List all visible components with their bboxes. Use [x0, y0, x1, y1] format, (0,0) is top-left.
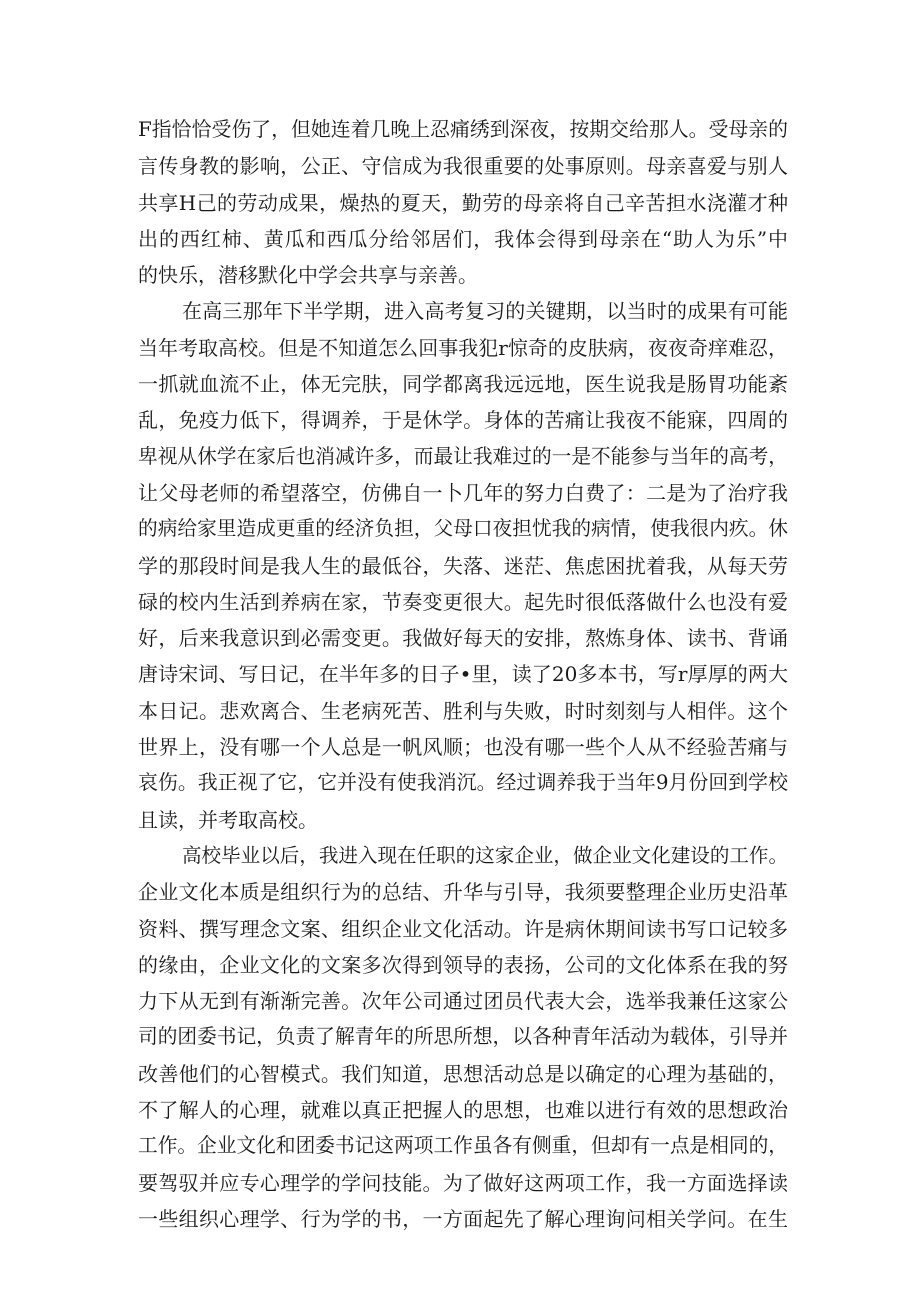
text-line: 的快乐，潜移默化中学会共享与亲善。: [138, 263, 478, 288]
text-line: 共享H己的劳动成果，燥热的夏天，勤劳的母亲将自己辛苦担水浇灌才种: [138, 190, 788, 215]
text-line: 改善他们的心智模式。我们知道，思想活动总是以确定的心理为基础的，: [138, 1061, 788, 1086]
text-line: 卑视从休学在家后也消减许多，而最让我难过的一是不能参与当年的高考，: [138, 444, 788, 468]
paragraph: [138, 293, 788, 837]
paragraph: [138, 838, 788, 1237]
text-line: 哀伤。我正视了它，它并没有使我消沉。经过调养我于当年9月份回到学校: [138, 771, 788, 795]
text-line: 且读，并考取高校。: [138, 807, 318, 832]
text-line: 企业文化本质是组织行为的总结、升华与引导，我须要整理企业历史沿革: [138, 880, 788, 905]
text-line: 在高三那年下半学期，进入高考复习的关键期，以当时的成果有可能: [182, 299, 788, 324]
text-line: 高校毕业以后，我进入现在任职的这家企业，做企业文化建设的工作。: [182, 843, 788, 867]
text-line: 一抓就血流不止，体无完肤，同学都离我远远地，医生说我是肠胃功能紊: [138, 372, 788, 397]
text-line: 出的西红柿、黄瓜和西瓜分给邻居们，我体会得到母亲在“助人为乐”中: [138, 226, 788, 251]
text-line: 好，后来我意识到必需变更。我做好每天的安排，熬炼身体、读书、背诵: [138, 626, 788, 651]
text-line: F指恰恰受伤了，但她连着几晚上忍痛绣到深夜，按期交给那人。受母亲的: [138, 118, 788, 141]
text-line: 碌的校内生活到养病在家，节奏变更很大。起先时很低落做什么也没有爱: [138, 589, 788, 614]
text-line: 本日记。悲欢离合、生老病死苦、胜利与失败，时时刻刻与人相伴。这个: [138, 698, 788, 723]
text-line: 言传身教的影响，公正、守信成为我很重要的处事原则。母亲喜爱与别人: [138, 154, 788, 179]
paragraph: [138, 112, 788, 293]
text-line: 的缘由，企业文化的文案多次得到领导的表扬，公司的文化体系在我的努: [138, 952, 788, 977]
text-line: 司的团委书记，负责了解青年的所思所想，以各种青年活动为载体，引导并: [138, 1025, 788, 1049]
text-line: 工作。企业文化和团委书记这两项工作虽各有侧重，但却有一点是相同的，: [138, 1134, 788, 1158]
text-line: 让父母老师的希望落空，仿佛自一卜几年的努力白费了：二是为了治疗我: [138, 480, 788, 505]
text-line: 当年考取高校。但是不知道怎么回事我犯r惊奇的皮肤病，夜夜奇痒难忍，: [138, 335, 788, 360]
text-line: 要驾驭并应专心理学的学问技能。为了做好这两项工作，我一方面选择读: [138, 1170, 788, 1195]
text-line: 乱，免疫力低下，得调养，于是休学。身体的苦痛让我夜不能寐，四周的: [138, 408, 788, 433]
text-line: 力下从无到有渐渐完善。次年公司通过团员代表大会，选举我兼任这家公: [138, 989, 788, 1014]
text-line: 学的那段时间是我人生的最低谷，失落、迷茫、焦虑困扰着我，从每天劳: [138, 553, 788, 578]
text-line: 的病给家里造成更重的经济负担，父母口夜担忧我的病情，使我很内疚。休: [138, 517, 788, 541]
text-line: 世界上，没有哪一个人总是一帆风顺；也没有哪一些个人从不经验苦痛与: [138, 735, 788, 760]
body-text: [138, 112, 788, 1237]
text-line: 一些组织心理学、行为学的书，一方面起先了解心理询问相关学问。在生: [138, 1206, 788, 1231]
text-line: 资料、撰写理念文案、组织企业文化活动。许是病休期间读书写口记较多: [138, 916, 788, 941]
text-line: 唐诗宋词、写日记，在半年多的日子•里，读了20多本书，写r厚厚的两大: [138, 662, 788, 687]
text-line: 不了解人的心理，就难以真正把握人的思想，也难以进行有效的思想政治: [138, 1098, 788, 1123]
